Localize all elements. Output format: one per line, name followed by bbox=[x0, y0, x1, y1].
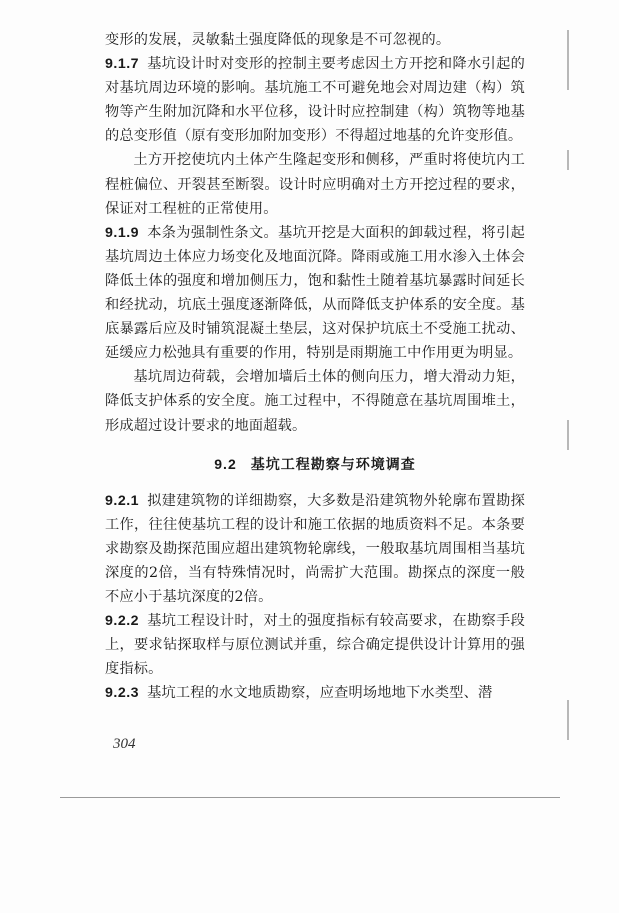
clause-number: 9.1.9 bbox=[105, 224, 140, 241]
section-heading bbox=[105, 452, 525, 477]
scan-edge-mark bbox=[567, 30, 569, 90]
clause-9-2-3 bbox=[105, 681, 525, 705]
scan-edge-line bbox=[60, 797, 560, 798]
paragraph-text: 基坑周边荷载，会增加墙后土体的侧向压力，增大滑动力矩，降低支护体系的安全度。施工过程中，不得随意在基坑周围堆土，形成超过设计要求的地面超载。 bbox=[105, 369, 525, 434]
clause-9-1-7 bbox=[105, 52, 525, 148]
paragraph-text: 基坑工程的水文地质勘察，应查明场地地下水类型、潜 bbox=[147, 685, 493, 702]
clause-9-2-2 bbox=[105, 609, 525, 681]
paragraph-text: 基坑设计时对变形的控制主要考虑因土方开挖和降水引起的对基坑周边环境的影响。基坑施工不可避免地会对周边建（构）筑物等产生附加沉降和水平位移，设计时应控制建（构）筑物等地基的总变形值（原有变形加附加变形）不得超过地基的允许变形值。 bbox=[105, 56, 525, 145]
clause-number: 9.2.1 bbox=[105, 492, 140, 509]
clause-number: 9.2.2 bbox=[105, 613, 140, 630]
paragraph-surcharge bbox=[105, 365, 525, 437]
body-text bbox=[105, 28, 525, 706]
scan-edge-mark bbox=[567, 700, 569, 740]
section-number: 9.2 bbox=[214, 455, 237, 472]
paragraph-continuation bbox=[105, 28, 525, 52]
paragraph-text: 拟建建筑物的详细勘察，大多数是沿建筑物外轮廓布置勘探工作，往往使基坑工程的设计和施工依据的地质资料不足。本条要求勘察及勘探范围应超出建筑物轮廓线，一般取基坑周围相当基坑深度的2倍，当有特殊情况时，尚需扩大范围。勘探点的深度一般不应小于基坑深度的2倍。 bbox=[105, 492, 525, 606]
clause-9-2-1 bbox=[105, 489, 525, 609]
scan-edge-mark bbox=[567, 420, 569, 450]
paragraph-text: 变形的发展，灵敏黏土强度降低的现象是不可忽视的。 bbox=[105, 32, 451, 48]
section-title: 基坑工程勘察与环境调查 bbox=[250, 456, 416, 473]
paragraph-text: 本条为强制性条文。基坑开挖是大面积的卸载过程，将引起基坑周边土体应力场变化及地面沉降。降雨或施工用水渗入土体会降低土体的强度和增加侧压力，饱和黏性土随着基坑暴露时间延长和经扰动，坑底土强度逐渐降低，从而降低支护体系的安全度。基底暴露后应及时铺筑混凝土垫层，这对保护坑底土不受施工扰动、延缓应力松弛具有重要的作用，特别是雨期施工中作用更为明显。 bbox=[105, 224, 525, 362]
scan-edge-mark bbox=[567, 150, 569, 170]
paragraph-text: 土方开挖使坑内土体产生隆起变形和侧移，严重时将使坑内工程桩偏位、开裂甚至断裂。设计时应明确对土方开挖过程的要求，保证对工程桩的正常使用。 bbox=[105, 152, 525, 217]
page-number: 304 bbox=[113, 736, 136, 752]
paragraph-excavation bbox=[105, 148, 525, 220]
clause-9-1-9 bbox=[105, 221, 525, 366]
clause-number: 9.1.7 bbox=[105, 56, 140, 73]
clause-number: 9.2.3 bbox=[105, 685, 140, 702]
paragraph-text: 基坑工程设计时，对土的强度指标有较高要求，在勘察手段上，要求钻探取样与原位测试并重，综合确定提供设计计算用的强度指标。 bbox=[105, 613, 525, 678]
